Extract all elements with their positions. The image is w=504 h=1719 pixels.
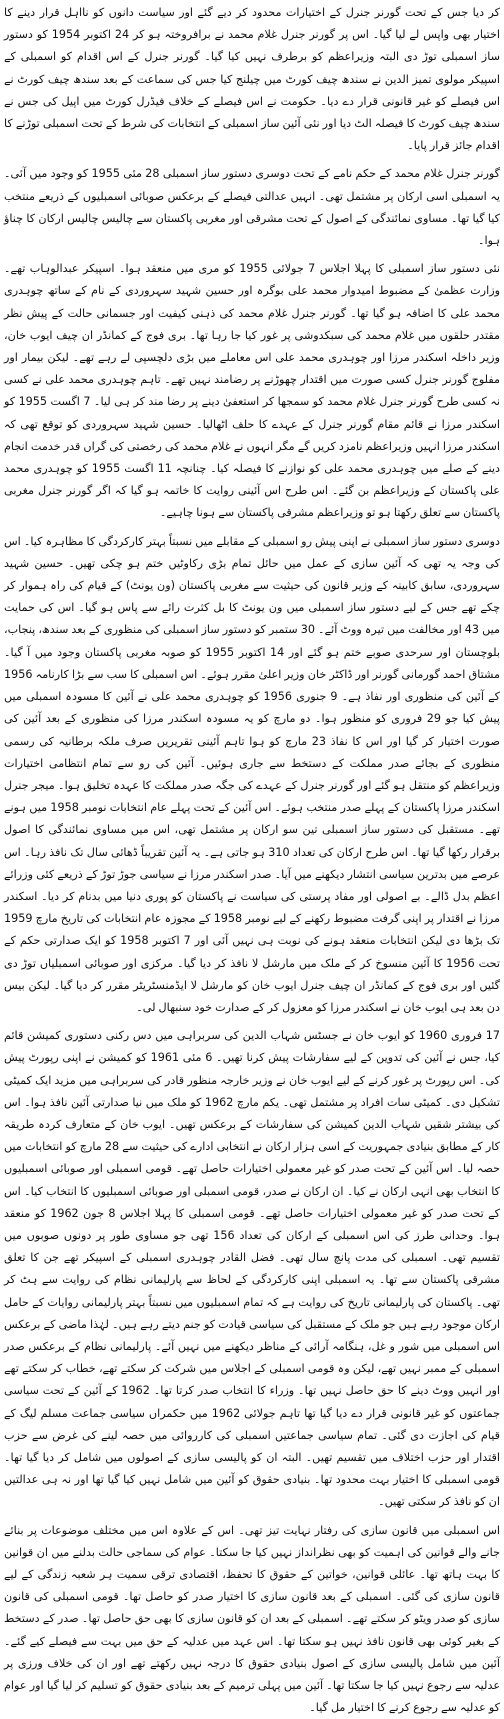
paragraph-6: اس اسمبلی میں قانون سازی کی رفتار نہایت تیز تھی۔ اس کے علاوہ اس میں مختلف موضوعات پر بنائے جانے والے قوانین کی اہمیت کو بھی نظرانداز نہیں کیا جا سکتا۔ عوام کی سماجی حالت بدلنے میں ان قوانین کا بہت ہاتھ تھا۔ عائلی قوانین، خواتین کے حقوق کا تحفظ، اقتصادی ترقی سمیت ہر شعبہ زندگی کے لیے قانون سازی کی گئی۔ اسمبلی کے بعد قانون سازی کا اختیار صدر کو حاصل تھا۔ قومی اسمبلی کی قانون سازی کو صدر ویٹو کر سکتے تھے۔ اسمبلی کے بعد ان کو قانون سازی کا بھی حق حاصل تھا۔ صدر کے دستخط کے بغیر کوئی بھی قانون نافذ نہیں ہو سکتا تھا۔ اس عہد میں عدلیہ کے حق میں بہت سے فیصلے کیے گئے۔ آئین میں شامل پالیسی سازی کے اصول بنیادی حقوق کا درجہ نہیں رکھتے تھے اور ان کی خلاف ورزی پر عدلیہ سے رجوع نہیں کیا جا سکتا تھا۔ آئین میں پہلی ترمیم کے بعد بنیادی حقوق کو تسلیم کر لیا گیا اور عوام کو عدلیہ سے رجوع کرنے کا اختیار مل گیا۔ bbox=[4, 1523, 500, 1715]
paragraph-2: گورنر جنرل غلام محمد کے حکم نامے کے تحت دوسری دستور ساز اسمبلی 28 مئی 1955 کو وجود میں آئی۔ یہ اسمبلی اسی ارکان پر مشتمل تھی۔ انہیں عدالتی فیصلے کے برعکس صوبائی اسمبلیوں کے ذریعے منتخب کیا گیا تھا۔ مساوی نمائندگی کے اصول کے تحت مشرقی اور مغربی پاکستان سے چالیس چالیس ارکان کا چناؤ ہوا۔ bbox=[4, 167, 500, 248]
paragraph-3: نئی دستور ساز اسمبلی کا پہلا اجلاس 7 جولائی 1955 کو مری میں منعقد ہوا۔ اسپیکر عبدالوہاب تھے۔ وزارت عظمیٰ کے مضبوط امیدوار محمد علی بوگرہ اور حسین شہید سہروردی کے نام کے ساتھ چوہدری محمد علی کا اضافہ ہو گیا تھا۔ گورنر جنرل غلام محمد کی ذہنی کیفیت اور جسمانی حالت کے پیش نظر مقتدر حلقوں میں غلام محمد کی سبکدوشی پر غور کیا جا رہا تھا۔ بری فوج کے کمانڈر ان چیف ایوب خان، وزیر داخلہ اسکندر مرزا اور چوہدری محمد علی اس معاملے میں بڑی دلچسپی لے رہے تھے۔ لیکن بیمار اور مفلوج گورنر جنرل کسی صورت میں اقتدار چھوڑنے پر رضامند نہیں تھے۔ تاہم چوہدری محمد علی نے کسی نہ کسی طرح گورنر جنرل غلام محمد کو سمجھا کر استعفیٰ دینے پر رضا مند کر ہی لیا۔ 7 اگست 1955 کو اسکندر مرزا نے قائم مقام گورنر جنرل کے عہدے کا حلف اٹھالیا۔ حسین شہید سہروردی کو توقع تھی کہ اسکندر مرزا انہیں وزیراعظم نامزد کریں گے مگر انہوں نے غلام محمد کی رخصتی کی گراں قدر خدمت انجام دینے کے صلے میں چوہدری محمد علی کو نوازنے کا فیصلہ کیا۔ چنانچہ 11 اگست 1955 کو چوہدری محمد علی پاکستان کے وزیراعظم بن گئے۔ اس طرح اس آئینی روایت کا خاتمہ ہو گیا کہ اگر گورنر جنرل مغربی پاکستان سے تعلق رکھتا ہو تو وزیراعظم مشرقی پاکستان سے ہونا چاہیے۔ bbox=[4, 262, 500, 520]
paragraph-1: کر دیا جس کے تحت گورنر جنرل کے اختیارات محدود کر دیے گئے اور سیاست دانوں کو نااہل قرار دینے کا اختیار بھی واپس لے لیا گیا۔ اس پر گورنر جنرل غلام محمد نے برافروختہ ہو کر 24 اکتوبر 1954 کو دستور ساز اسمبلی توڑ دی البتہ وزیراعظم کو برطرف نہیں کیا گیا۔ گورنر جنرل کے اس اقدام کو اسمبلی کے اسپیکر مولوی تمیز الدین نے سندھ چیف کورٹ میں چیلنج کیا جس کی سماعت کے بعد سندھ چیف کورٹ نے اس فیصلے کو غیر قانونی قرار دے دیا۔ حکومت نے اس فیصلے کے خلاف فیڈرل کورٹ میں اپیل کی جس نے سندھ چیف کورٹ کا فیصلہ الٹ دیا اور نئی آئین ساز اسمبلی کے انتخابات کی شرط کے تحت اسمبلی توڑنے کا اقدام جائز قرار پایا۔ bbox=[4, 6, 501, 153]
paragraph-4: دوسری دستور ساز اسمبلی نے اپنی پیش رو اسمبلی کے مقابلے میں نسبتاً بہتر کارکردگی کا مظاہرہ کیا۔ اس کی وجہ یہ تھی کہ آئین سازی کے عمل میں حائل تمام بڑی رکاوٹیں ختم ہو چکی تھیں۔ حسین شہید سہروردی، سابق کابینہ کے وزیر قانون کی حیثیت سے مغربی پاکستان (ون یونٹ) کے قیام کی راہ ہموار کر چکے تھے جس کے لیے دستور ساز اسمبلی میں ون یونٹ کا بل کثرت رائے سے پاس ہو گیا۔ اس کی حمایت میں 43 اور مخالفت میں تیرہ ووٹ آئے۔ 30 ستمبر کو دستور ساز اسمبلی کی منظوری کے بعد سندھ، پنجاب، بلوچستان اور سرحدی صوبے ختم ہو گئے اور 14 اکتوبر 1955 کو صوبہ مغربی پاکستان وجود میں آ گیا۔ مشتاق احمد گورمانی گورنر اور ڈاکٹر خان وزیر اعلیٰ مقرر ہوئے۔ اس اسمبلی کا سب سے بڑا کارنامہ 1956 کے آئین کی منظوری اور نفاذ ہے۔ 9 جنوری 1956 کو چوہدری محمد علی نے آئین کا مسودہ اسمبلی میں پیش کیا جو 29 فروری کو منظور ہوا۔ دو مارچ کو یہ مسودہ اسکندر مرزا کی منظوری کے بعد آئین کی صورت اختیار کر گیا اور اس کا نفاذ 23 مارچ کو ہوا تاہم آئینی تقریریں صرف ملکہ برطانیہ کی رسمی منظوری کے بجائے صدر مملکت کے دستخط سے جاری ہوئیں۔ آئین کی رو سے تمام انتظامی اختیارات وزیراعظم کو منتقل ہو گئے اور گورنر جنرل کے عہدے کی جگہ صدر مملکت کا عہدہ تخلیق ہوا۔ میجر جنرل اسکندر مرزا پاکستان کے پہلے صدر منتخب ہوئے۔ اس آئین کے تحت پہلے عام انتخابات نومبر 1958 میں ہونے تھے۔ مستقبل کی دستور ساز اسمبلی تین سو ارکان پر مشتمل تھی، اس میں مساوی نمائندگی کا اصول برقرار رکھا گیا تھا۔ اس طرح ارکان کی تعداد 310 ہو جاتی ہے۔ یہ آئین تقریباً ڈھائی سال تک نافذ رہا۔ اس عرصے میں بدترین سیاسی انتشار دیکھنے میں آیا۔ صدر اسکندر مرزا نے سیاسی جوڑ توڑ کے ذریعے کئی وزرائے اعظم بدل ڈالے۔ بے اصولی اور مفاد پرستی کی سیاست نے پاکستان کو پوری دنیا میں بدنام کر دیا۔ اسکندر مرزا نے اقتدار پر اپنی گرفت مضبوط رکھنے کے لیے نومبر 1958 کے مجوزہ عام انتخابات کی تاریخ مارچ 1959 تک بڑھا دی لیکن انتخابات منعقد ہونے کی نوبت ہی نہیں آئی اور 7 اکتوبر 1958 کو ایک صدارتی حکم کے تحت 1956 کا آئین منسوخ کر کے ملک میں مارشل لا نافذ کر دیا گیا۔ مرکزی اور صوبائی اسمبلیاں توڑ دی گئیں اور بری فوج کے کمانڈر ان چیف جنرل ایوب خان کو مارشل لا ایڈمنسٹریٹر مقرر کر دیا گیا۔ لیکن بیس دن بعد ہی ایوب خان نے اسکندر مرزا کو معزول کر کے صدارت خود سنبھال لی۔ bbox=[4, 534, 500, 1014]
paragraph-5: 17 فروری 1960 کو ایوب خان نے جسٹس شہاب الدین کی سربراہی میں دس رکنی دستوری کمیشن قائم کیا، جس نے آئین کی تدوین کے لیے سفارشات پیش کرنا تھیں۔ 6 مئی 1961 کو کمیشن نے اپنی رپورٹ پیش کی۔ اس رپورٹ پر غور کرنے کے لیے ایوب خان نے وزیر خارجہ منظور قادر کی سربراہی میں مزید ایک کمیٹی تشکیل دی۔ کمیٹی سات افراد پر مشتمل تھی۔ یکم مارچ 1962 کو ملک میں نیا صدارتی آئین نافذ ہوا۔ اس کی بیشتر شقیں شہاب الدین کمیشن کی سفارشات کے برعکس تھیں۔ ایوب خان کے متعارف کردہ طریقہ کار کے مطابق بنیادی جمہوریت کے اسی ہزار ارکان نے انتخابی ادارے کی حیثیت سے 28 مارچ کو انتخابات میں حصہ لیا۔ اس آئین کے تحت صدر کو غیر معمولی اختیارات حاصل تھے۔ قومی اسمبلی اور صوبائی اسمبلیوں کا انتخاب بھی انہی ارکان نے کیا۔ ان ارکان نے صدر، قومی اسمبلی اور صوبائی اسمبلیوں کا انتخاب کیا۔ اس کے تحت صدر کو غیر معمولی اختیارات حاصل تھے۔ قومی اسمبلی کا پہلا اجلاس 8 جون 1962 کو منعقد ہوا۔ وحدانی طرز کی اس اسمبلی کے ارکان کی تعداد 156 تھی جو مساوی طور پر دونوں صوبوں میں تقسیم تھی۔ اسمبلی کی مدت پانچ سال تھی۔ فضل القادر چوہدری اسمبلی کے اسپیکر تھے جن کا تعلق مشرقی پاکستان سے تھا۔ یہ اسمبلی اپنی کارکردگی کے لحاظ سے پارلیمانی نظام کی روایت سے ہٹ کر تھی۔ پاکستان کی پارلیمانی تاریخ کی روایت ہے کہ تمام اسمبلیوں میں نسبتاً بہتر پارلیمانی روایات کے حامل ارکان موجود رہے ہیں جو ملک کے مستقبل کی سیاسی قیادت کو جنم دیتے رہے ہیں۔ لہٰذا ماضی کے برعکس اس اسمبلی میں شور و غل، ہنگامہ آرائی کے مناظر دیکھنے میں نہیں آئے۔ پارلیمانی نظام کے برعکس صدر اسمبلی کے ممبر نہیں تھے، لیکن وہ قومی اسمبلی کے اجلاس میں شرکت کر سکتے تھے، خطاب کر سکتے تھے اور انہیں ووٹ دینے کا حق حاصل نہیں تھا۔ وزراء کا انتخاب صدر کرتا تھا۔ 1962 کے آئین کے تحت سیاسی جماعتوں کو غیر قانونی قرار دے دیا گیا تھا تاہم جولائی 1962 میں حکمراں سیاسی جماعت مسلم لیگ کے قیام کی اجازت دی گئی۔ تمام سیاسی جماعتیں اسمبلی کی کارروائی میں حصہ لینے کی غرض سے حزب اقتدار اور حزب اختلاف میں تقسیم تھیں۔ البتہ ان کو پالیسی سازی کے اصولوں میں شامل کر دیا گیا تھا۔ قومی اسمبلی کا اختیار بہت محدود تھا۔ بنیادی حقوق کو آئین میں شامل نہیں کیا گیا تھا اور نہ ہی عدالتیں ان کو نافذ کر سکتی تھیں۔ bbox=[4, 1029, 501, 1509]
